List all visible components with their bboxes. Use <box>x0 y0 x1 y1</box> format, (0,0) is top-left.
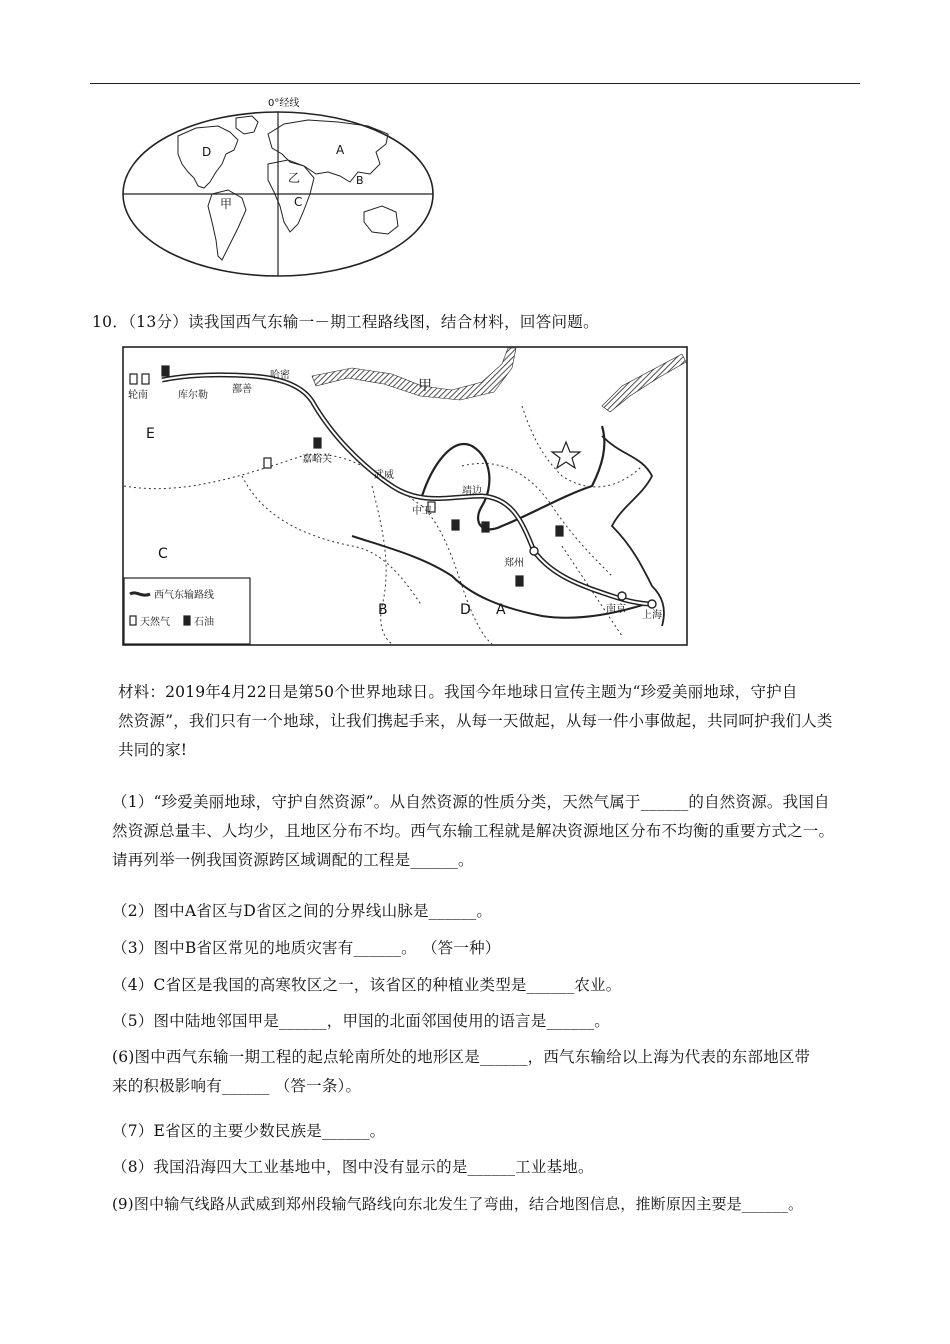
gas-field-icon <box>264 458 271 468</box>
material-line: 材料：2019年4月22日是第50个世界地球日。我国今年地球日宣传主题为“珍爱美丽地球，守护自 <box>118 683 798 701</box>
world-label-b: B <box>356 174 364 187</box>
material-line: 然资源”，我们只有一个地球，让我们携起手来，从每一天做起，从每一件小事做起，共同呵护我们人类 <box>118 712 833 730</box>
sub-question-6-line: 来的积极影响有______ （答一条）。 <box>112 1077 362 1095</box>
nanjing-marker <box>618 592 626 600</box>
world-label-d: D <box>202 145 212 159</box>
legend-box <box>124 578 250 644</box>
region-c: C <box>158 546 168 562</box>
oil-field-icon <box>556 526 563 536</box>
place-lunnan: 轮南 <box>128 390 148 401</box>
sub-question-9: (9)图中输气线路从武威到郑州段输气路线向东北发生了弯曲，结合地图信息，推断原因主要是______。 <box>112 1195 804 1213</box>
region-b: B <box>378 602 388 618</box>
world-label-a: A <box>336 143 345 157</box>
sub-question-3: （3）图中B省区常见的地质灾害有______。 （答一种） <box>112 939 501 957</box>
oil-field-icon <box>162 366 169 376</box>
region-d: D <box>460 602 471 618</box>
sub-question-1-line: （1）“珍爱美丽地球，守护自然资源”。从自然资源的性质分类，天然气属于______的自然资源。我国自 <box>112 793 830 811</box>
shanghai-marker <box>648 600 656 608</box>
question-title: 10．（13分）读我国西气东输一－期工程路线图，结合材料，回答问题。 <box>92 313 599 331</box>
sub-question-6-line: (6)图中西气东输一期工程的起点轮南所处的地形区是______，西气东输给以上海为代表的东部地区带 <box>112 1048 811 1066</box>
zhengzhou-marker <box>530 547 538 555</box>
oil-field-icon <box>516 576 523 586</box>
sub-question-2: （2）图中A省区与D省区之间的分界线山脉是______。 <box>112 902 493 920</box>
material-text <box>118 678 833 765</box>
region-jia: 甲 <box>418 378 432 394</box>
legend-oil-label: 石油 <box>194 617 214 628</box>
gas-field-icon <box>130 374 137 384</box>
legend-gas-label: 天然气 <box>140 617 170 628</box>
region-e: E <box>146 426 155 442</box>
eurasia-shape <box>268 120 388 182</box>
material-line: 共同的家! <box>118 741 188 759</box>
world-label-jia: 甲 <box>220 197 233 211</box>
oil-field-icon <box>314 438 321 448</box>
sub-question-6 <box>112 1043 810 1101</box>
pipeline-map <box>122 346 688 646</box>
sub-question-8: （8）我国沿海四大工业基地中，图中没有显示的是______工业基地。 <box>112 1158 594 1176</box>
sub-question-5: （5）图中陆地邻国甲是______，甲国的北面邻国使用的语言是______。 <box>112 1012 610 1030</box>
greenland-shape <box>236 116 258 134</box>
legend-gas-icon <box>130 616 136 625</box>
place-jiayuguan: 嘉峪关 <box>302 454 332 465</box>
header-rule <box>90 83 860 84</box>
place-kuerle: 库尔勒 <box>178 390 208 401</box>
oil-field-icon <box>482 522 489 532</box>
place-shanghai: 上海 <box>642 610 662 621</box>
place-zhengzhou: 郑州 <box>504 558 524 569</box>
legend-pipeline-label: 西气东输路线 <box>154 590 214 601</box>
sub-question-1-line: 请再列举一例我国资源跨区域调配的工程是______。 <box>112 851 474 869</box>
gas-field-icon <box>142 374 149 384</box>
place-nanjing: 南京 <box>606 604 626 615</box>
place-wuwei: 武威 <box>374 470 394 481</box>
place-jingbian: 靖边 <box>462 486 482 497</box>
world-label-yi: 乙 <box>288 171 301 185</box>
sub-question-1 <box>112 788 834 875</box>
place-zhongwei: 中卫 <box>412 506 432 517</box>
meridian-label: 0°经线 <box>268 98 300 109</box>
place-shanshan: 鄯善 <box>232 384 252 395</box>
australia-shape <box>364 206 398 234</box>
world-map <box>118 94 438 279</box>
place-hami: 哈密 <box>270 370 290 381</box>
region-a: A <box>496 602 506 618</box>
world-label-c: C <box>294 195 303 209</box>
legend-oil-icon <box>184 616 190 625</box>
sub-question-7: （7）E省区的主要少数民族是______。 <box>112 1122 386 1140</box>
oil-field-icon <box>452 520 459 530</box>
sub-question-1-line: 然资源总量丰、人均少，且地区分布不均。西气东输工程就是解决资源地区分布不均衡的重要方式之一。 <box>112 822 835 840</box>
sub-question-4: （4）C省区是我国的高寒牧区之一，该省区的种植业类型是______农业。 <box>112 976 622 994</box>
